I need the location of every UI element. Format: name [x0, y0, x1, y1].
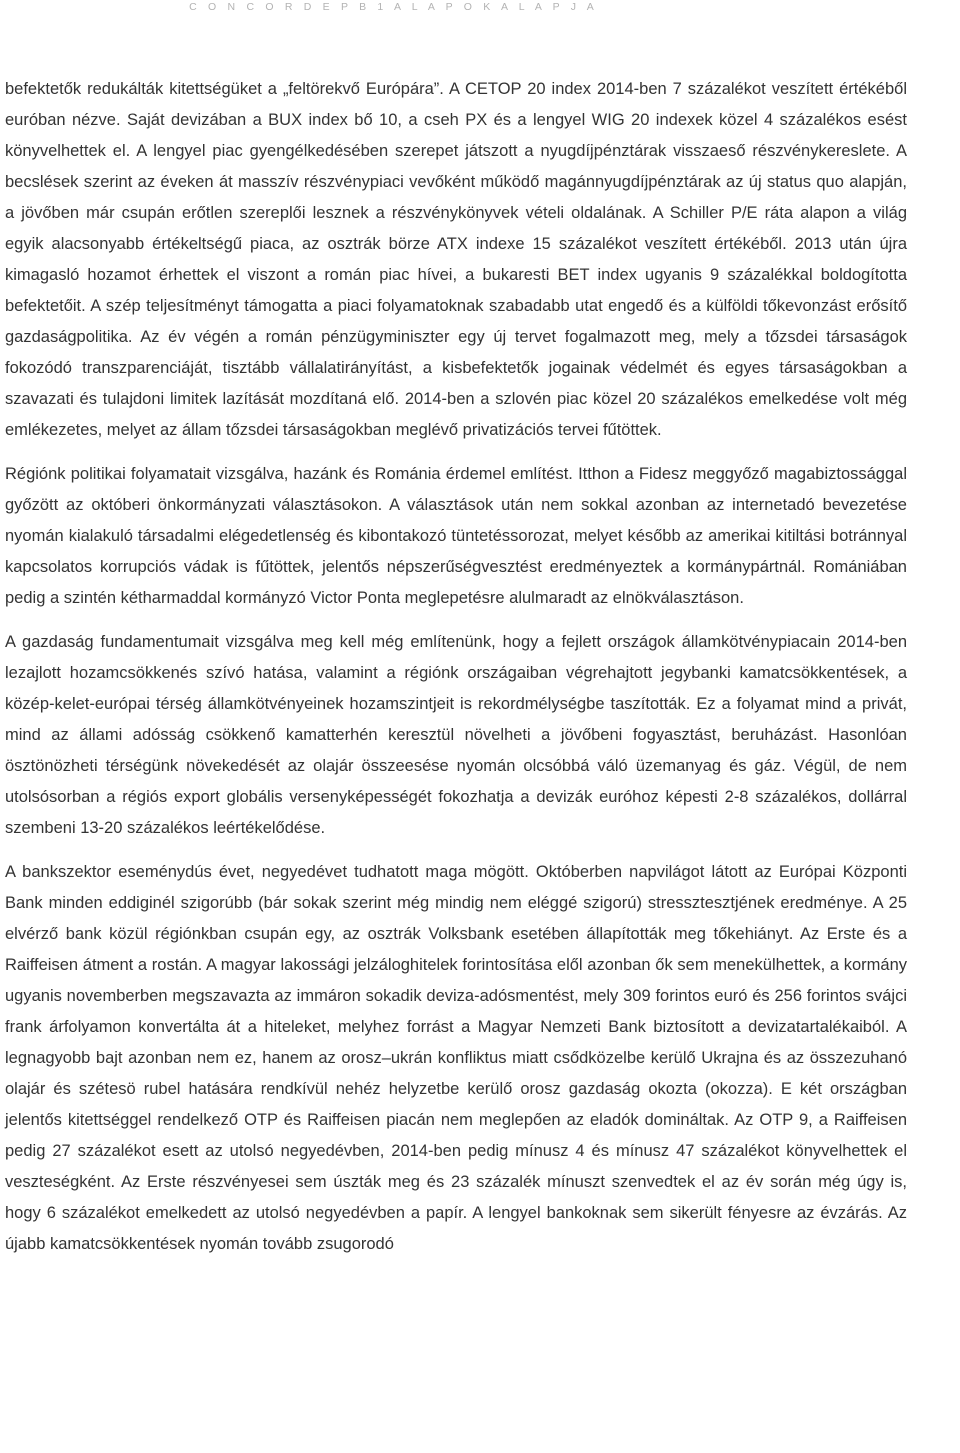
paragraph-fundamentals: A gazdaság fundamentumait vizsgálva meg kell még említenünk, hogy a fejlett országok államkötvénypiacain 2014-ben lezajlott hozamcsökkenés szívó hatása, valamint a régiónk országaiban végrehajtott jegybanki kamatcsökkentések, a közép-kelet-európai térség államkötvényeinek hozamszintjeit is rekordmélységbe taszították. Ez a folyamat mind a privát, mind az állami adósság csökkenő kamatterhén keresztül növelheti a jövőbeni fogyasztást, beruházást. Hasonlóan ösztönözheti térségünk növekedését az olajár összeesése nyomán olcsóbbá váló üzemanyag és gáz. Végül, de nem utolsósorban a régiós export globális versenyképességét fokozhatja a devizák euróhoz képesti 2-8 százalékos, dollárral szembeni 13-20 százalékos leértékelődése.: [5, 633, 907, 837]
paragraph-banking: A bankszektor eseménydús évet, negyedévet tudhatott maga mögött. Októberben napvilágot látott az Európai Központi Bank minden eddiginél szigorúbb (bár sokak szerint még mindig nem eléggé szigorú) stressztesztjének eredménye. A 25 elvérző bank közül régiónkban csupán egy, az osztrák Volksbank esetében állapították meg tőkehiányt. Az Erste és a Raiffeisen átment a rostán. A magyar lakossági jelzáloghitelek forintosítása elől azonban ők sem menekülhettek, a kormány ugyanis novemberben megszavazta az immáron sokadik deviza-adósmentést, mely 309 forintos euró és 256 forintos svájci frank árfolyamon konvertálta át a hiteleket, melyhez forrást a Magyar Nemzeti Bank biztosított a devizatartalékaiból. A legnagyobb bajt azonban nem ez, hanem az orosz–ukrán konfliktus miatt csődközelbe kerülő Ukrajna és az összezuhanó olajár és szétesö rubel hatására rendkívül nehéz helyzetbe kerülő orosz gazdaság okozta (okozza). E két országban jelentős kitettséggel rendelkező OTP és Raiffeisen piacán nem meglepően az eladók domináltak. Az OTP 9, a Raiffeisen pedig 27 százalékot esett az utolsó negyedévben, 2014-ben pedig mínusz 4 és mínusz 47 százalékot könyvelhettek el veszteségként. Az Erste részvényesei sem úszták meg és 23 százalék mínuszt szenvedtek el az év során még úgy is, hogy 6 százalékot emelkedett az utolsó negyedévben a papír. A lengyel bankoknak sem sikerült fényesre az évzárás. Az újabb kamatcsökkentések nyomán tovább zsugorodó: [5, 863, 907, 1253]
paragraph-markets: befektetők redukálták kitettségüket a „feltörekvő Európára”. A CETOP 20 index 2014-ben 7 százalékot veszített értékéből euróban nézve. Saját devizában a BUX index bő 10, a cseh PX és a lengyel WIG 20 indexek közel 4 százalékos esést könyvelhettek el. A lengyel piac gyengélkedésében szerepet játszott a nyugdíjpénztárak visszaeső részvénykereslete. A becslések szerint az éveken át masszív részvénypiaci vevőként működő magánnyugdíjpénztárak az új status quo alapján, a jövőben már csupán erőtlen szereplői lesznek a részvénykönyvek vételi oldalának. A Schiller P/E ráta alapon a világ egyik alacsonyabb értékeltségű piaca, az osztrák börze ATX indexe 15 százalékot veszített értékéből. 2013 után újra kimagasló hozamot érhettek el viszont a román piac hívei, a bukaresti BET index ugyanis 9 százalékkal boldogította befektetőit. A szép teljesítményt támogatta a piaci folyamatoknak szabadabb utat engedő és a külföldi tőkevonzást erősítő gazdaságpolitika. Az év végén a román pénzügyminiszter egy új tervet fogalmazott meg, mely a tőzsdei társaságok fokozódó transzparenciáját, tisztább vállalatirányítást, a kisbefektetők jogainak védelmét és egyes társaságokban a szavazati és tulajdoni limitek lazítását mozdítaná elő. 2014-ben a szlovén piac közel 20 százalékos emelkedése volt még emlékezetes, melyet az állam tőzsdei társaságokban meglévő privatizációs tervei fűtöttek.: [5, 80, 907, 439]
running-header-title: C O N C O R D E P B 1 A L A P O K A L A P J A: [189, 1, 598, 13]
paragraph-politics: Régiónk politikai folyamatait vizsgálva, hazánk és Románia érdemel említést. Itthon a Fidesz meggyőző magabiztossággal győzött az októberi önkormányzati választásokon. A választások után nem sokkal azonban az internetadó bevezetése nyomán kialakuló társadalmi elégedetlenség és kibontakozó tüntetéssorozat, melyet később az amerikai kitiltási botránnyal kapcsolatos korrupciós vádak is fűtöttek, jelentős népszerűségvesztést eredményeztek a kormánypártnál. Romániában pedig a szintén kétharmaddal kormányzó Victor Ponta meglepetésre alulmaradt az elnökválasztáson.: [5, 465, 907, 607]
document-body: [5, 74, 907, 1260]
running-header: [0, 0, 960, 14]
